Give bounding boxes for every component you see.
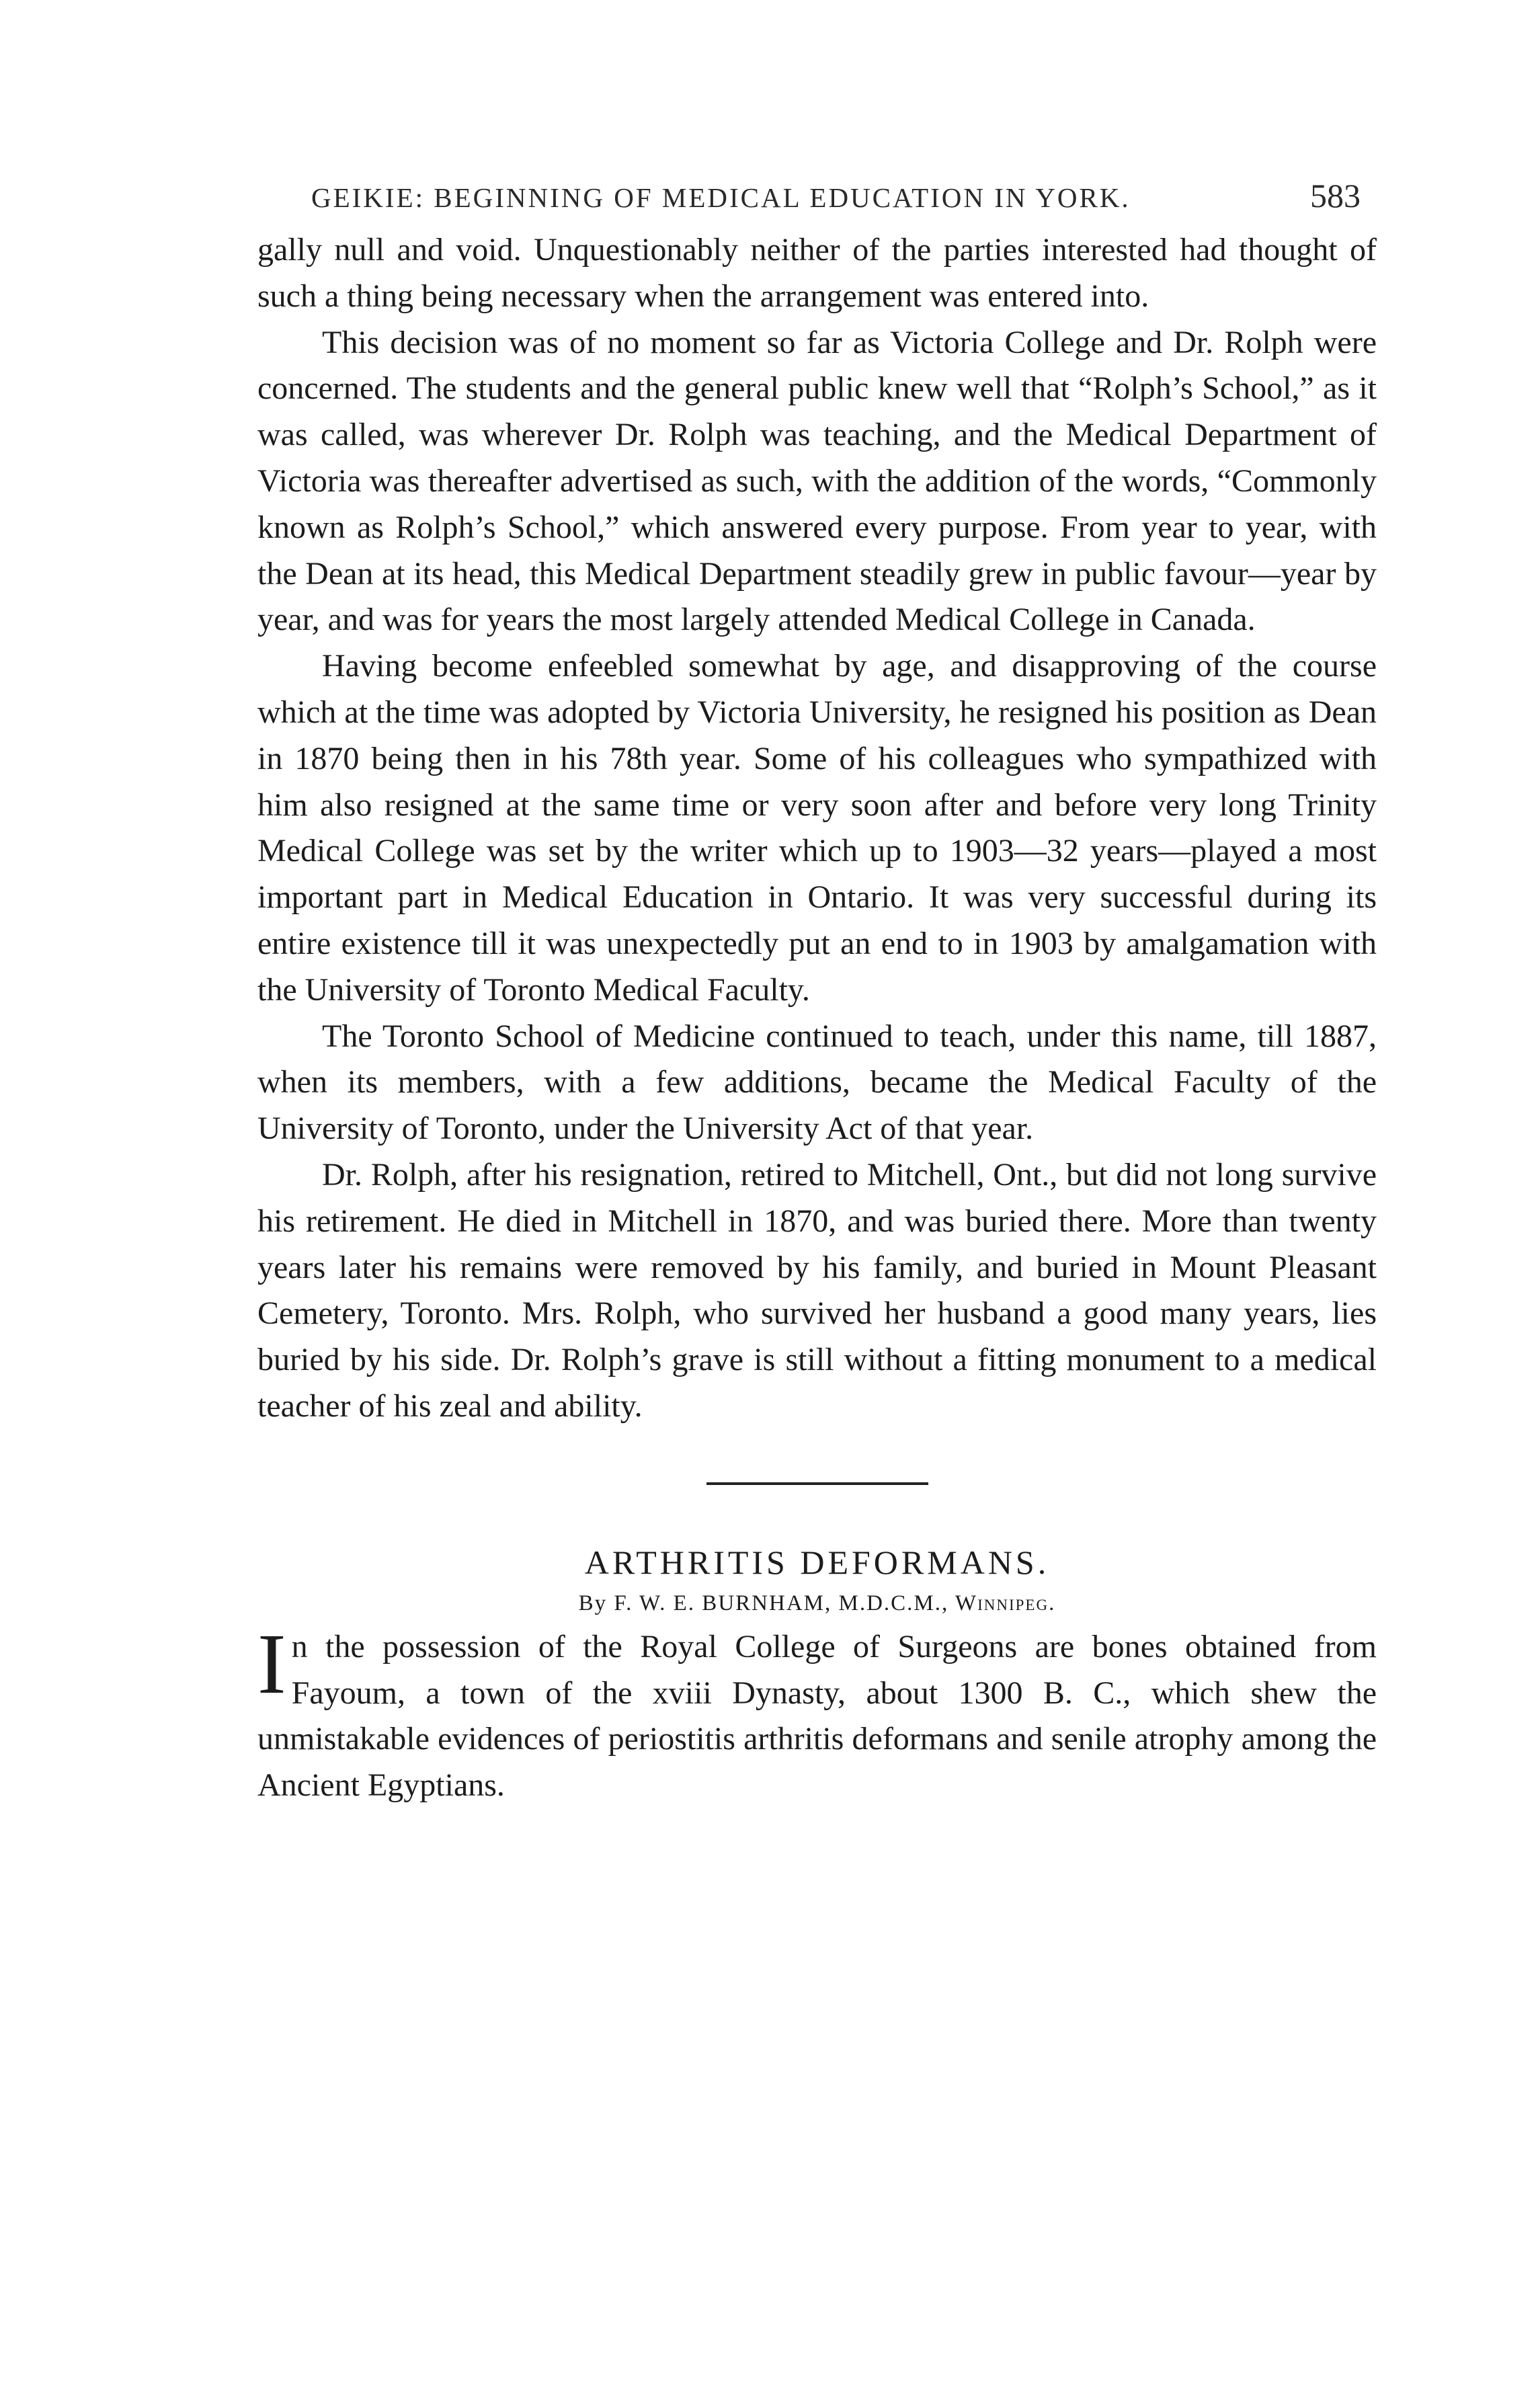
byline-prefix: By xyxy=(578,1591,608,1615)
paragraph-continuation: gally null and void. Unquestionably neither of the parties interested had thought of such a thing being necessary when the arrangement was entered into. xyxy=(257,232,1377,314)
article-title: ARTHRITIS DEFORMANS. xyxy=(584,1543,1050,1581)
paragraph: Dr. Rolph, after his resignation, retired to Mitchell, Ont., but did not long survive his retirement. He died in Mitchell in 1870, and was buried there. More than twenty years later his remains were removed by his family, and buried in Mount Pleasant Cemetery, Toronto. Mrs. Rolph, who survived her husband a good many years, lies buried by his side. Dr. Rolph’s grave is still without a fitting monument to a medical teacher of his zeal and ability. xyxy=(257,1156,1377,1424)
paragraph: This decision was of no moment so far as Victoria College and Dr. Rolph were concerned. The students and the general public knew well that “Rolph’s School,” as it was called, was wherever Dr. Rolph was teaching, and the Medical Department of Victoria was thereafter advertised as such, with the addition of the words, “Commonly known as Rolph’s School,” which answered every purpose. From year to year, with the Dean at its head, this Medical Department steadily grew in public favour—year by year, and was for years the most largely attended Medical College in Canada. xyxy=(257,324,1377,638)
paragraph: The Toronto School of Medicine continued to teach, under this name, till 1887, when its members, with a few additions, became the Medical Faculty of the University of Toronto, under the University Act of that year. xyxy=(257,1018,1377,1147)
byline-author: F. W. E. BURNHAM, M.D.C.M., Winnipeg. xyxy=(614,1591,1056,1615)
page-number: 583 xyxy=(1310,177,1361,214)
article-first-paragraph-text: n the possession of the Royal College of Surgeons are bones obtained from Fayoum, a town of the xviii Dynasty, about 1300 B. C., which shew the unmistakable evidences of periostitis arthritis deformans and senile atrophy among the Ancient Egyptians. xyxy=(257,1628,1377,1804)
running-title: GEIKIE: BEGINNING OF MEDICAL EDUCATION IN YORK. xyxy=(311,182,1131,213)
article-body xyxy=(257,1615,1377,1809)
drop-cap: I xyxy=(257,1615,286,1712)
article-byline xyxy=(257,1591,1377,1616)
article-first-paragraph xyxy=(257,1615,1377,1809)
paragraph: Having become enfeebled somewhat by age, and disapproving of the course which at the time was adopted by Victoria University, he resigned his position as Dean in 1870 being then in his 78th year. Some of his colleagues who sympathized with him also resigned at the same time or very soon after and before very long Trinity Medical College was set by the writer which up to 1903—32 years—played a most important part in Medical Education in Ontario. It was very successful during its entire existence till it was unexpectedly put an end to in 1903 by amalgamation with the University of Toronto Medical Faculty. xyxy=(257,648,1377,1008)
page xyxy=(257,176,1377,1809)
section-divider xyxy=(706,1482,928,1485)
running-head xyxy=(257,176,1377,223)
body-text xyxy=(257,227,1377,1430)
